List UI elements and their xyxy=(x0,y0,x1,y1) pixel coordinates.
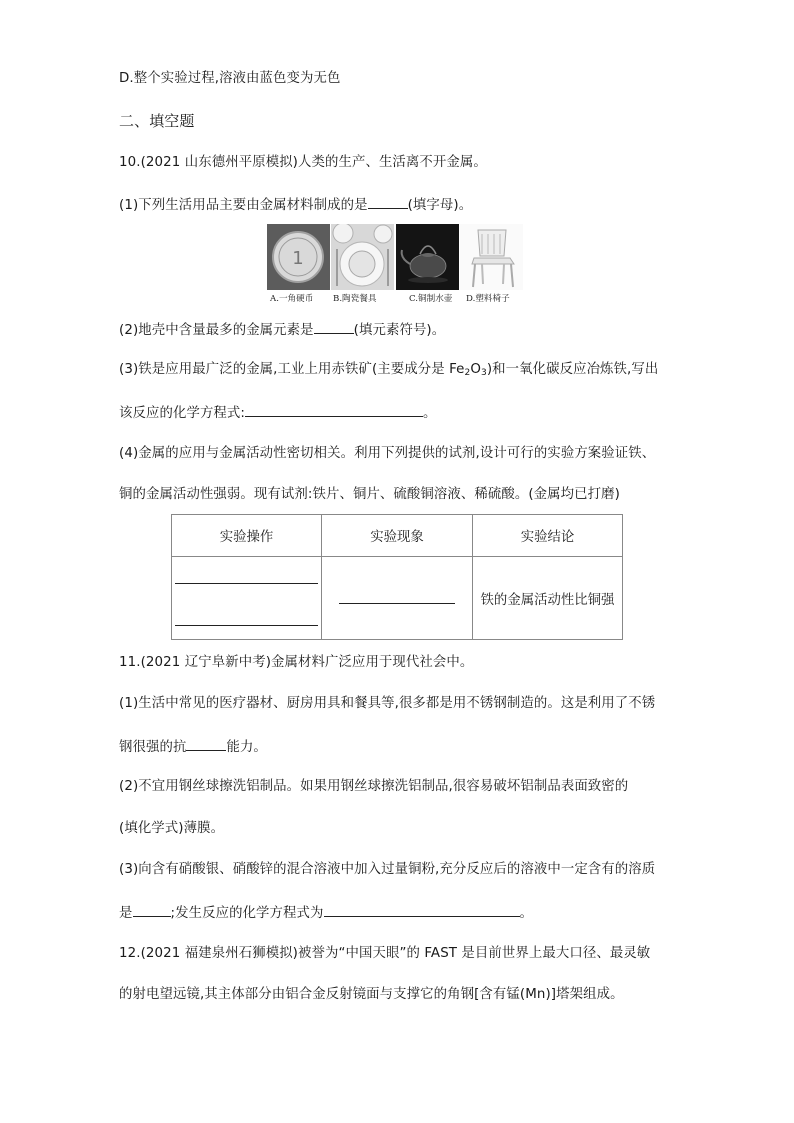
q11-part3-line2 xyxy=(119,903,533,923)
table-header-phenomenon: 实验现象 xyxy=(322,515,473,557)
photo-caption-a: A.一角硬币 xyxy=(270,294,314,304)
q10-part2-tail: (填元素符号)。 xyxy=(353,323,446,338)
q12-line1: 12.(2021 福建泉州石狮模拟)被誉为“中国天眼”的 FAST 是目前世界上最大口径、最灵敏 xyxy=(119,946,651,961)
q11-part3-line2-mid: ;发生反应的化学方程式为 xyxy=(170,906,324,921)
q10-part4-line2: 铜的金属活动性强弱。现有试剂:铁片、铜片、硫酸铜溶液、稀硫酸。(金属均已打磨) xyxy=(119,487,620,502)
plastic-chair-photo xyxy=(460,224,523,290)
table-cell-phenomenon[interactable] xyxy=(322,557,473,640)
q12-line2: 的射电望远镜,其主体部分由铝合金反射镜面与支撑它的角钢[含有锰(Mn)]塔架组成。 xyxy=(119,987,624,1002)
q10-part3-line2-text: 该反应的化学方程式: xyxy=(119,406,246,421)
q11-part1-line2 xyxy=(119,737,267,757)
answer-line[interactable] xyxy=(339,603,455,604)
q10-part2-text: (2)地壳中含量最多的金属元素是 xyxy=(119,323,314,338)
q10-part3-tail: )和一氧化碳反应冶炼铁,写出 xyxy=(486,362,659,377)
table-header-conclusion: 实验结论 xyxy=(473,515,623,557)
q10-part3-line2-tail: 。 xyxy=(423,406,437,421)
q10-part1-tail: (填字母)。 xyxy=(407,198,473,213)
photo-caption-b: B.陶瓷餐具 xyxy=(333,294,377,304)
q11-stem: 11.(2021 辽宁阜新中考)金属材料广泛应用于现代社会中。 xyxy=(119,655,474,670)
answer-blank[interactable] xyxy=(324,903,520,917)
q11-part1-line2-tail: 能力。 xyxy=(226,740,267,755)
q11-part1-line2-text: 钢很强的抗 xyxy=(119,740,187,755)
answer-blank[interactable] xyxy=(314,320,354,334)
answer-line[interactable] xyxy=(175,583,318,584)
q10-part1-text: (1)下列生活用品主要由金属材料制成的是 xyxy=(119,198,368,213)
q10-part2 xyxy=(119,320,445,340)
answer-blank[interactable] xyxy=(368,195,408,209)
photo-caption-c: C.铜制水壶 xyxy=(409,294,453,304)
copper-kettle-photo xyxy=(396,224,459,290)
photo-caption-d: D.塑料椅子 xyxy=(466,294,510,304)
subscript: 2 xyxy=(464,368,471,378)
q10-part4-line1: (4)金属的应用与金属活动性密切相关。利用下列提供的试剂,设计可行的实验方案验证铁、 xyxy=(119,446,656,461)
q11-part1-line1: (1)生活中常见的医疗器材、厨房用具和餐具等,很多都是用不锈钢制造的。这是利用了不锈 xyxy=(119,696,656,711)
answer-blank[interactable] xyxy=(245,403,423,417)
table-cell-conclusion: 铁的金属活动性比铜强 xyxy=(473,557,623,640)
table-cell-operation[interactable] xyxy=(172,557,322,640)
answer-blank[interactable] xyxy=(186,737,226,751)
q11-part3-line2-tail: 。 xyxy=(519,906,534,921)
q11-part2-line1: (2)不宜用钢丝球擦洗铝制品。如果用钢丝球擦洗铝制品,很容易破坏铝制品表面致密的 xyxy=(119,779,629,794)
q11-part2-line2: (填化学式)薄膜。 xyxy=(119,821,225,836)
coin-photo xyxy=(267,224,330,290)
q9-option-d: D.整个实验过程,溶液由蓝色变为无色 xyxy=(119,71,341,86)
q10-part3 xyxy=(119,361,658,379)
table-header-operation: 实验操作 xyxy=(172,515,322,557)
q11-part3-line1: (3)向含有硝酸银、硝酸锌的混合溶液中加入过量铜粉,充分反应后的溶液中一定含有的溶质 xyxy=(119,862,656,877)
section-title: 二、填空题 xyxy=(119,112,195,130)
q10-stem: 10.(2021 山东德州平原模拟)人类的生产、生活离不开金属。 xyxy=(119,155,487,170)
svg-text:1: 1 xyxy=(292,248,304,269)
q10-part3-text: (3)铁是应用最广泛的金属,工业上用赤铁矿(主要成分是 Fe xyxy=(119,362,465,377)
experiment-table xyxy=(171,514,623,640)
ceramic-tableware-photo xyxy=(331,224,394,290)
q10-part3-oxygen: O xyxy=(470,362,481,377)
subscript: 3 xyxy=(480,368,487,378)
q10-part1 xyxy=(119,195,472,215)
answer-line[interactable] xyxy=(175,625,318,626)
q11-part3-line2-text: 是 xyxy=(119,906,133,921)
answer-blank[interactable] xyxy=(133,903,171,917)
q10-part3-line2 xyxy=(119,403,437,423)
